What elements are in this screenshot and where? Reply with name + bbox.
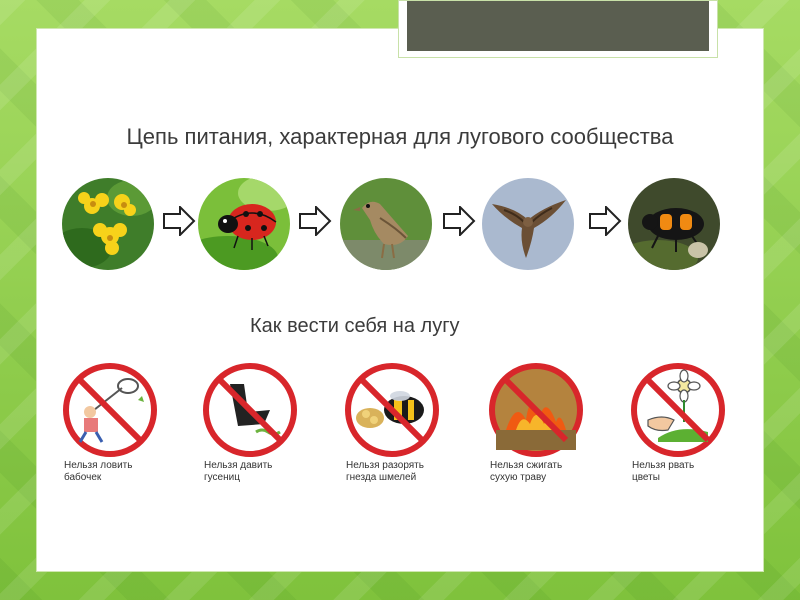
ladybug-icon (198, 178, 290, 270)
burn-grass-icon (486, 360, 586, 460)
crush-caterpillars-icon (200, 360, 300, 460)
title-placeholder-fill (407, 1, 709, 51)
behavior-heading: Как вести себя на лугу (250, 315, 460, 337)
rule-caption: Нельзя рвать цветы (632, 460, 695, 483)
pick-flowers-icon (628, 360, 728, 460)
rule-caption: Нельзя давить гусениц (204, 460, 273, 483)
rule-caption: Нельзя сжигать сухую траву (490, 460, 563, 483)
hawk-icon (482, 178, 574, 270)
rule-caption: Нельзя разорять гнезда шмелей (346, 460, 424, 483)
beetle-icon (628, 178, 720, 270)
title-placeholder-box (398, 0, 718, 58)
arrow-icon (588, 206, 622, 236)
catch-butterflies-icon (60, 360, 160, 460)
arrow-icon (298, 206, 332, 236)
food-chain-heading: Цепь питания, характерная для лугового сообщества (126, 124, 674, 149)
arrow-icon (442, 206, 476, 236)
food-chain-row (0, 178, 800, 272)
rule-caption: Нельзя ловить бабочек (64, 460, 133, 483)
arrow-icon (162, 206, 196, 236)
flowers-icon (62, 178, 154, 270)
prohibition-signs-row (0, 360, 800, 520)
bumblebee-nest-icon (342, 360, 442, 460)
bird-icon (340, 178, 432, 270)
